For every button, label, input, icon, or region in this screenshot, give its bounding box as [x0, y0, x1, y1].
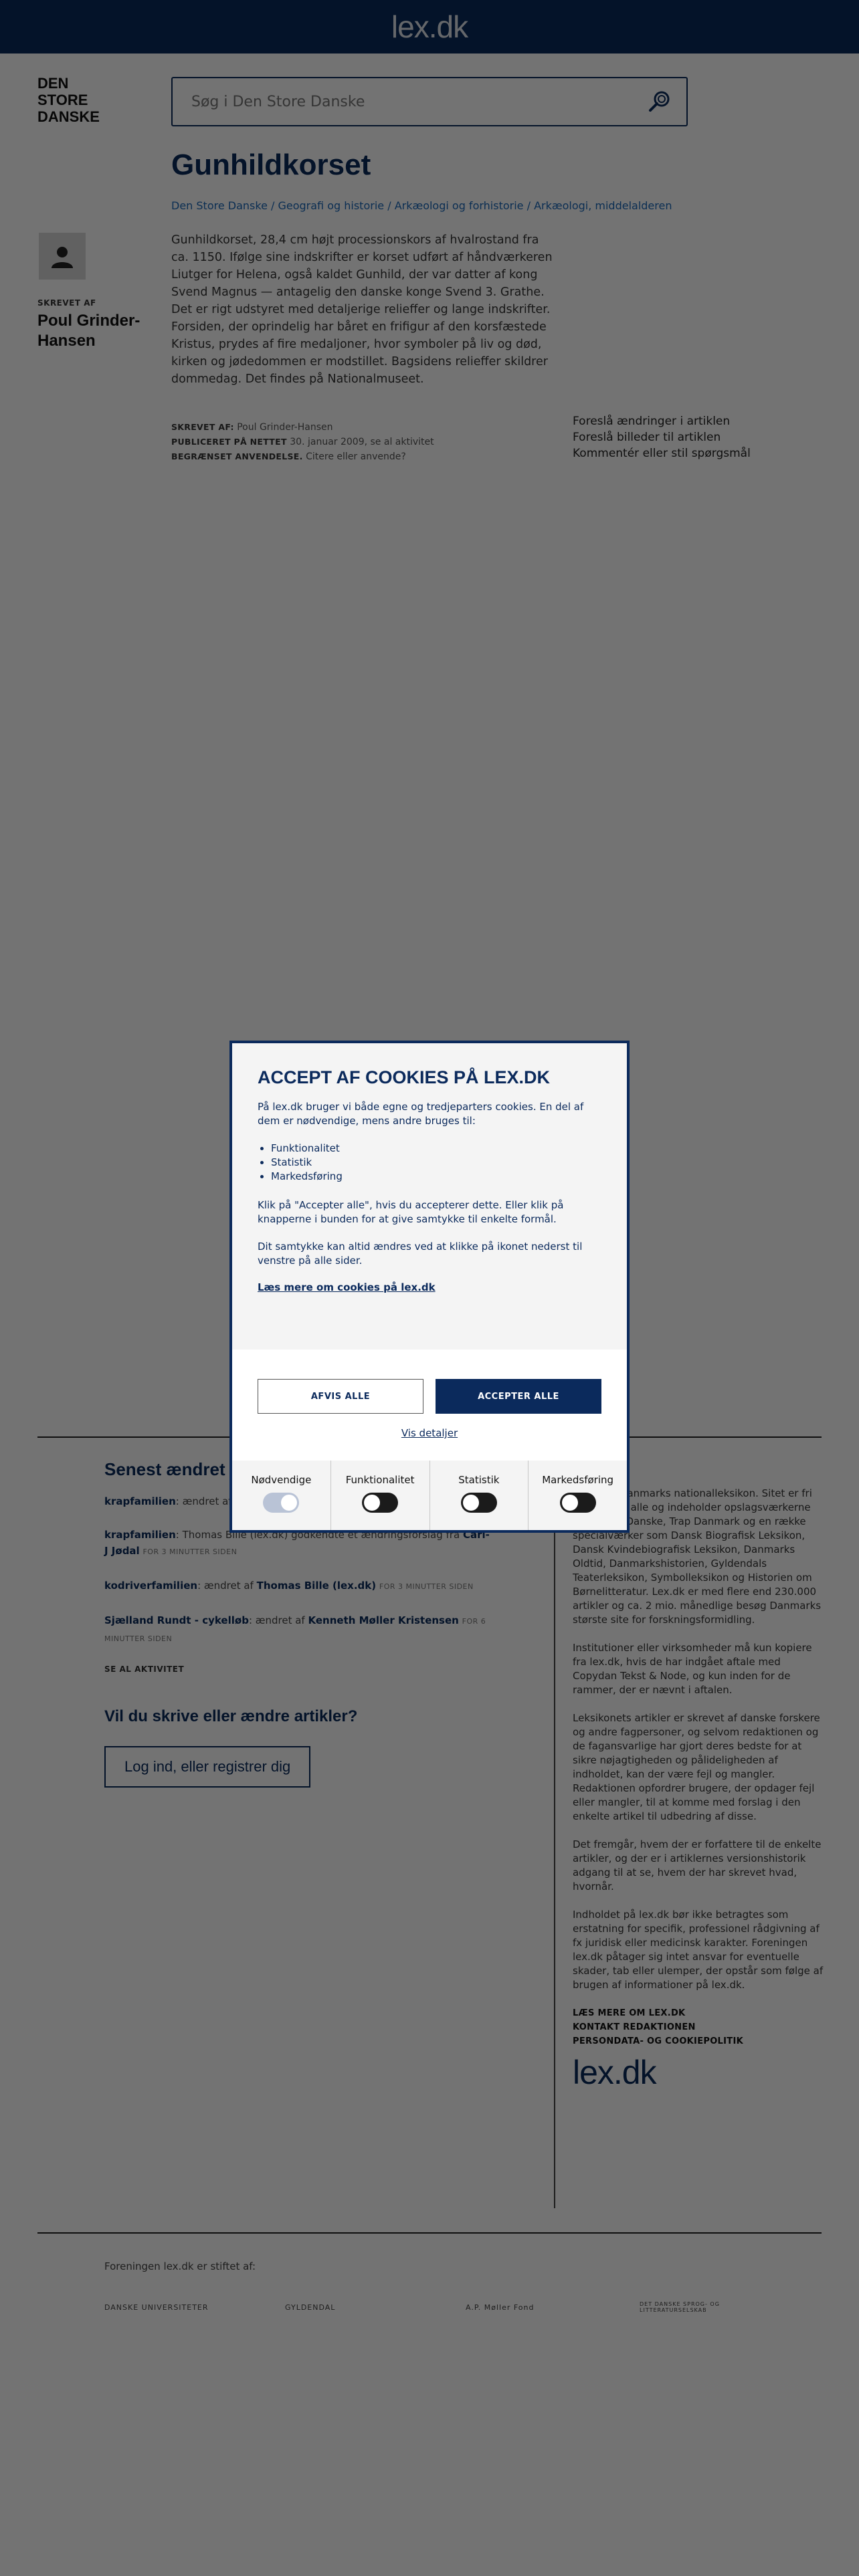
cookie-buttons: [258, 1379, 601, 1414]
switch-knob: [281, 1495, 297, 1511]
switch-knob: [463, 1495, 479, 1511]
toggle-marketing: [529, 1461, 627, 1530]
switch-knob: [364, 1495, 380, 1511]
marketing-switch[interactable]: [560, 1493, 596, 1513]
switch-knob: [562, 1495, 578, 1511]
cookie-content: [232, 1043, 627, 1350]
toggle-label: Nødvendige: [251, 1474, 312, 1486]
functionality-switch[interactable]: [362, 1493, 398, 1513]
cookie-intro: På lex.dk bruger vi både egne og tredjeparters cookies. En del af dem er nødvendige, mens andre bruges til:: [258, 1101, 584, 1127]
statistics-switch[interactable]: [461, 1493, 497, 1513]
cookie-use-item: • Markedsføring: [271, 1170, 601, 1184]
toggle-functionality: [331, 1461, 430, 1530]
toggle-necessary: [232, 1461, 331, 1530]
cookie-uses-list: [271, 1142, 601, 1184]
cookie-use-item: • Funktionalitet: [271, 1142, 601, 1156]
toggle-label: Markedsføring: [542, 1474, 614, 1486]
toggle-label: Statistik: [458, 1474, 500, 1486]
accept-all-button[interactable]: ACCEPTER ALLE: [436, 1379, 601, 1414]
cookie-read-more-link[interactable]: Læs mere om cookies på lex.dk: [258, 1281, 436, 1293]
cookie-use-item: • Statistik: [271, 1156, 601, 1170]
deny-all-button[interactable]: AFVIS ALLE: [258, 1379, 423, 1414]
cookie-toggles: [232, 1461, 627, 1530]
toggle-statistics: [430, 1461, 529, 1530]
cookie-title: ACCEPT AF COOKIES PÅ LEX.DK: [258, 1067, 551, 1087]
cookie-consent-dialog: [229, 1041, 630, 1533]
show-details-link[interactable]: Vis detaljer: [401, 1427, 458, 1439]
cookie-instructions: Klik på "Accepter alle", hvis du accepterer dette. Eller klik på knapperne i bunden for at give samtykke til enkelte formål.: [258, 1199, 564, 1225]
toggle-label: Funktionalitet: [345, 1474, 415, 1486]
necessary-switch: [263, 1493, 299, 1513]
cookie-change-note: Dit samtykke kan altid ændres ved at klikke på ikonet nederst til venstre på alle sider.: [258, 1241, 583, 1267]
